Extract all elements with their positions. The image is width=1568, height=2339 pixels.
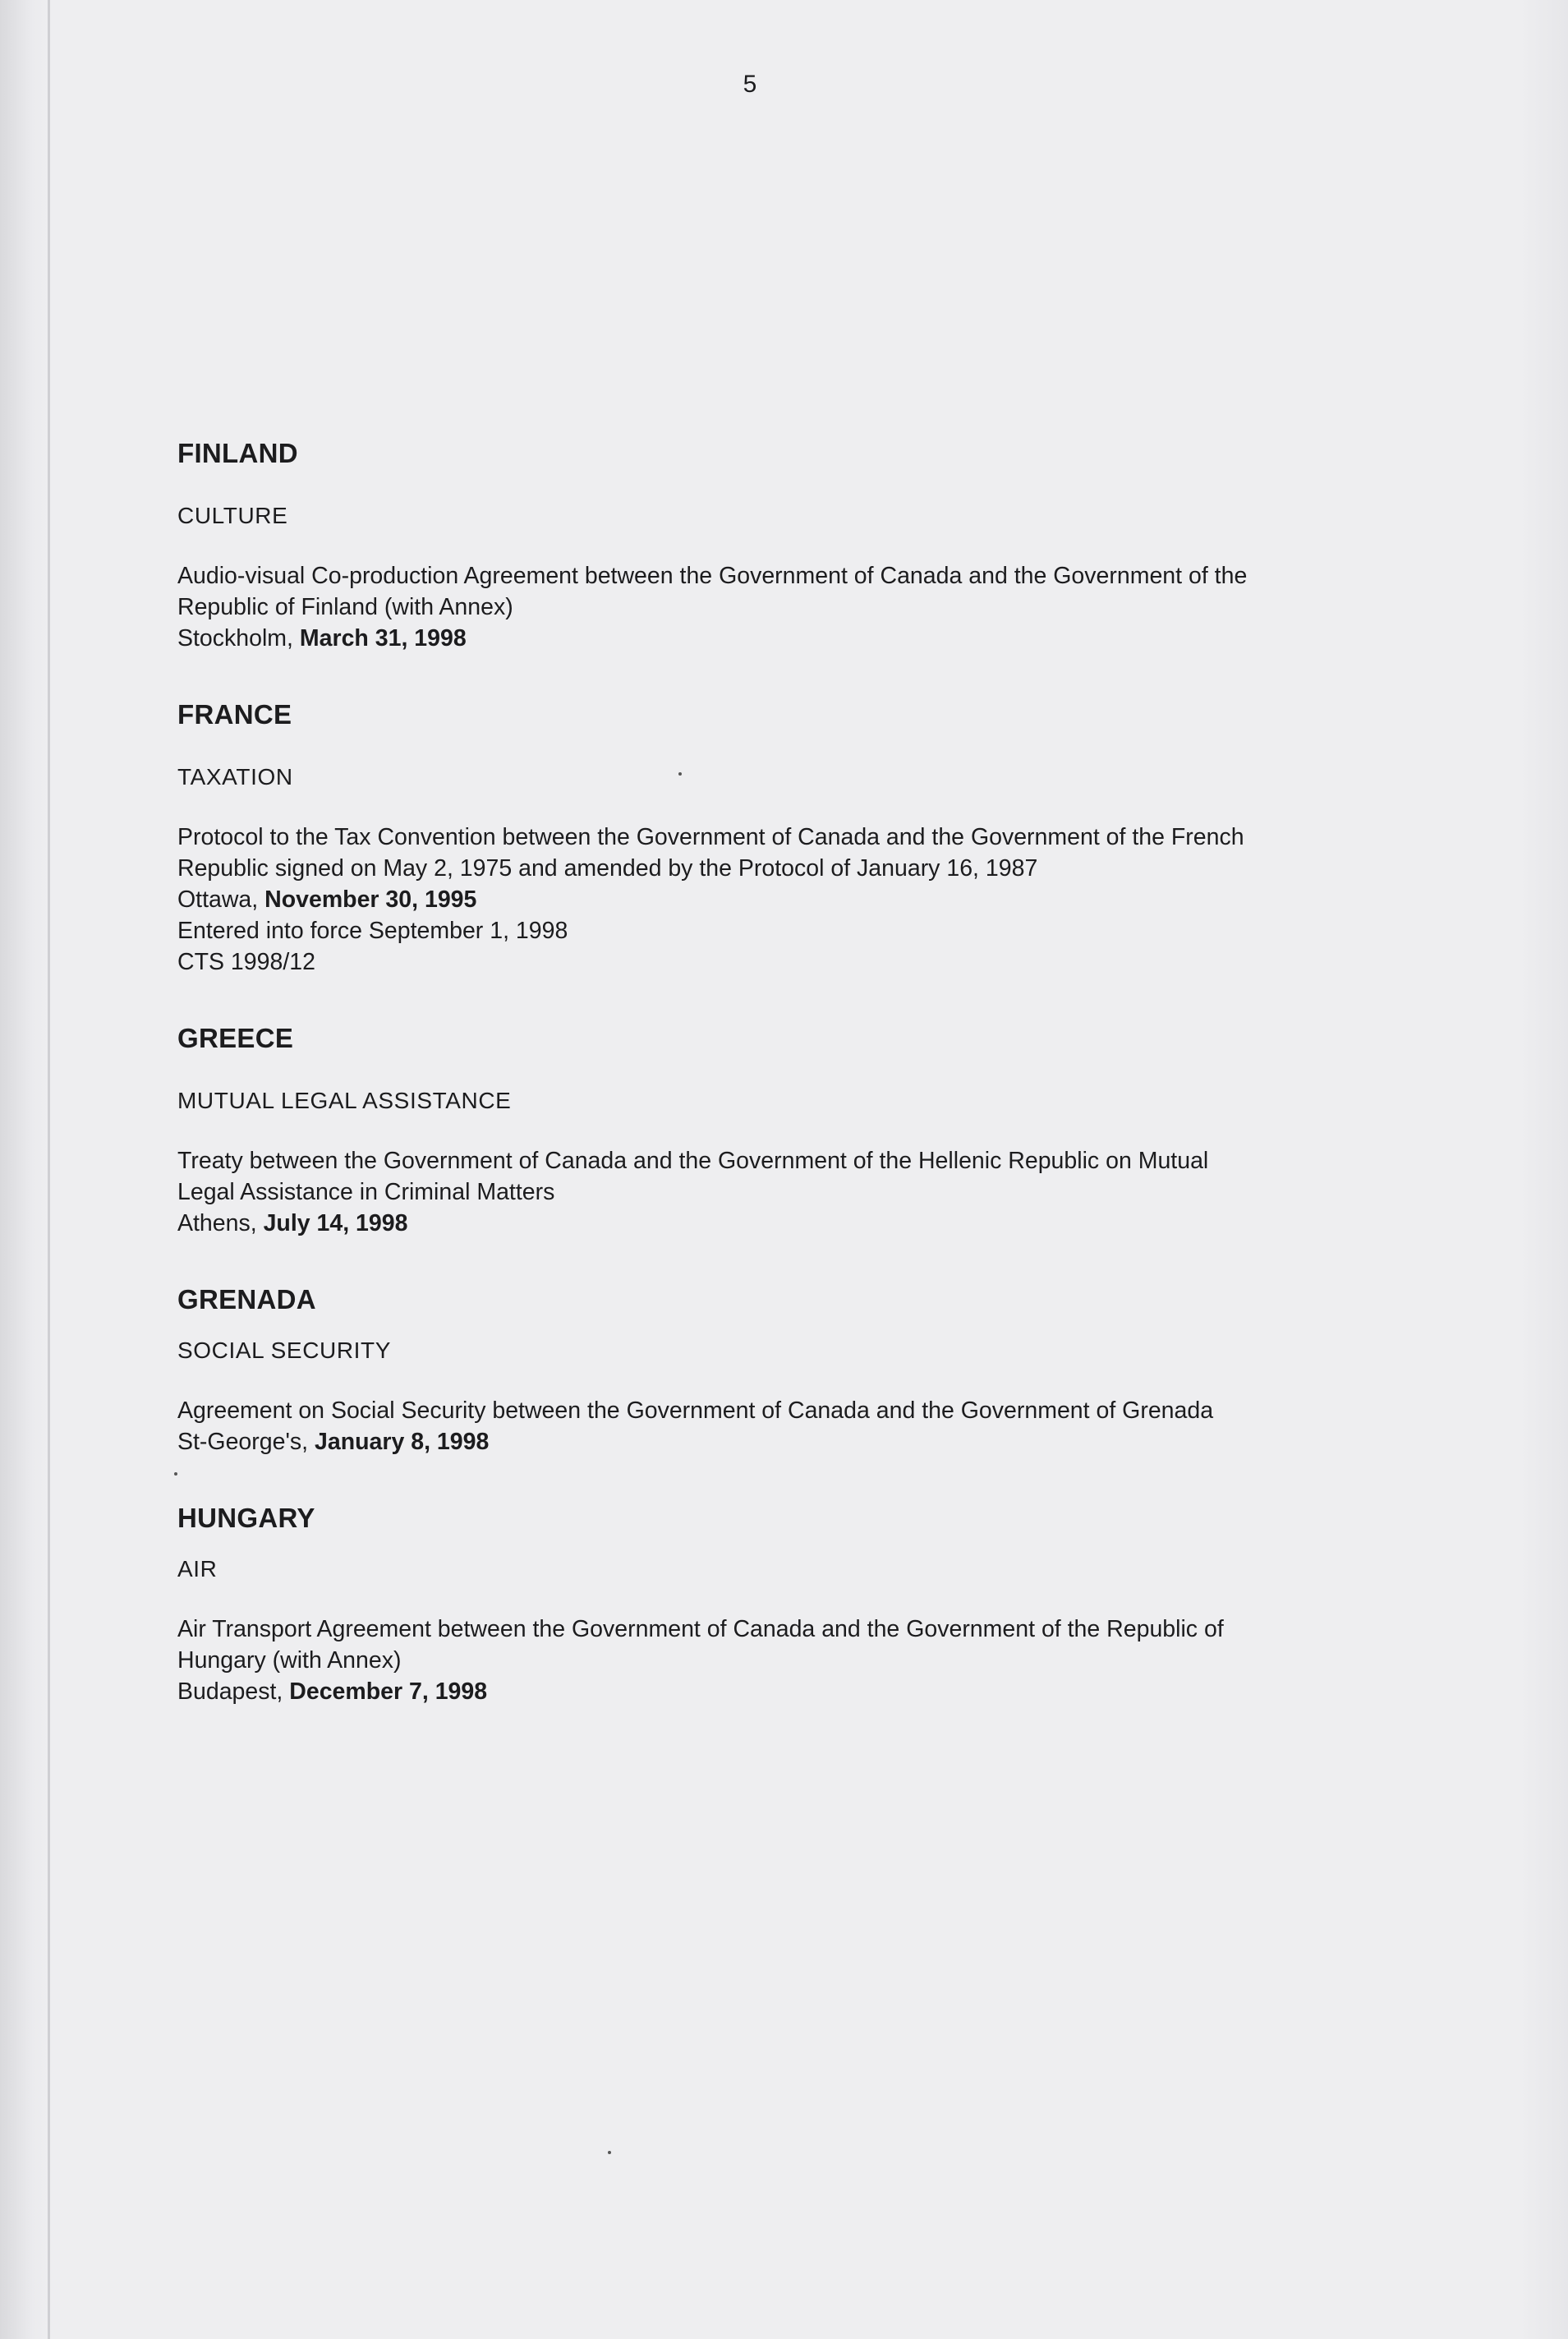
treaty-entry [177, 1614, 1393, 1707]
signing-date: March 31, 1998 [299, 625, 467, 652]
country-heading: FINLAND [177, 438, 298, 468]
treaty-entry [177, 560, 1393, 654]
treaty-title: Agreement on Social Security between the Government of Canada and the Government of Grenada [177, 1397, 1214, 1424]
treaty-signing [177, 884, 1393, 915]
treaty-signing [177, 1208, 1393, 1239]
treaty-title: Audio-visual Co-production Agreement between the Government of Canada and the Government of the [177, 563, 1248, 589]
treaty-list [177, 435, 1393, 1738]
signing-place: Stockholm, [177, 625, 300, 652]
cts-reference: CTS 1998/12 [177, 949, 315, 975]
treaty-title: Treaty between the Government of Canada and the Government of the Hellenic Republic on Mutual [177, 1148, 1209, 1174]
country-section-france [177, 697, 1393, 978]
scan-speck [174, 1472, 177, 1476]
treaty-title: Protocol to the Tax Convention between the Government of Canada and the Government of the French [177, 824, 1244, 850]
subject-heading: CULTURE [177, 503, 288, 528]
country-section-greece [177, 1020, 1393, 1239]
signing-date: January 8, 1998 [315, 1429, 490, 1455]
subject-heading: SOCIAL SECURITY [177, 1338, 392, 1363]
country-section-hungary [177, 1500, 1393, 1707]
country-section-finland [177, 435, 1393, 654]
signing-place: Budapest, [177, 1678, 290, 1705]
treaty-signing [177, 1426, 1393, 1457]
signing-place: Ottawa, [177, 886, 265, 913]
treaty-title-continued: Republic signed on May 2, 1975 and amended by the Protocol of January 16, 1987 [177, 855, 1038, 882]
country-heading: HUNGARY [177, 1503, 315, 1533]
treaty-title-continued: Hungary (with Annex) [177, 1647, 402, 1674]
treaty-entry [177, 1395, 1393, 1457]
subject-heading: MUTUAL LEGAL ASSISTANCE [177, 1088, 512, 1113]
subject-heading: TAXATION [177, 764, 293, 790]
treaty-signing [177, 623, 1393, 654]
country-heading: FRANCE [177, 699, 292, 730]
scan-speck [608, 2151, 611, 2154]
country-heading: GRENADA [177, 1284, 316, 1315]
signing-place: Athens, [177, 1210, 264, 1236]
subject-heading: AIR [177, 1556, 218, 1582]
signing-date: November 30, 1995 [264, 886, 477, 913]
scan-speck [678, 772, 682, 776]
treaty-signing [177, 1676, 1393, 1707]
treaty-title: Air Transport Agreement between the Government of Canada and the Government of the Republic of [177, 1616, 1224, 1642]
treaty-entry [177, 1145, 1393, 1239]
signing-date: July 14, 1998 [263, 1210, 408, 1236]
signing-place: St-George's, [177, 1429, 315, 1455]
treaty-entry [177, 822, 1393, 978]
treaty-title-continued: Republic of Finland (with Annex) [177, 594, 513, 620]
page-binding-edge [48, 0, 50, 2339]
page-number: 5 [743, 71, 757, 98]
country-heading: GREECE [177, 1023, 294, 1053]
country-section-grenada [177, 1282, 1393, 1457]
treaty-title-continued: Legal Assistance in Criminal Matters [177, 1179, 555, 1205]
entry-into-force: Entered into force September 1, 1998 [177, 918, 568, 944]
signing-date: December 7, 1998 [289, 1678, 488, 1705]
